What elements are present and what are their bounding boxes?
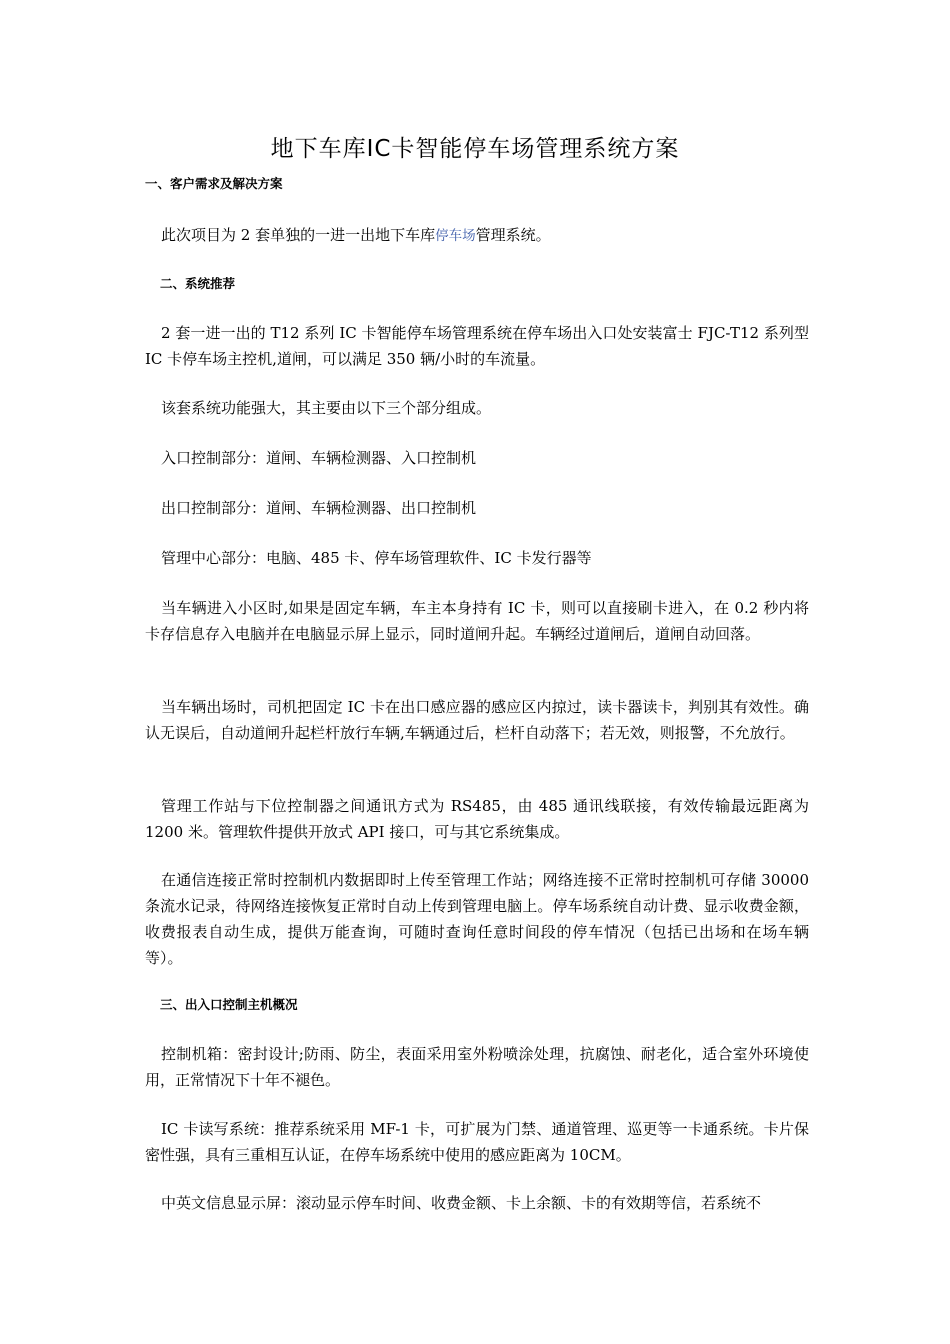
- paragraph-vehicle-entry: 当车辆进入小区时,如果是固定车辆，车主本身持有 IC 卡，则可以直接刷卡进入，在 0.2 秒内将卡存信息存入电脑并在电脑显示屏上显示，同时道闸升起。车辆经过道闸后，道闸自动回落。: [145, 599, 809, 643]
- paragraph-components-intro: 该套系统功能强大，其主要由以下三个部分组成。: [161, 399, 492, 417]
- paragraph-exit-control: 出口控制部分：道闸、车辆检测器、出口控制机: [161, 499, 477, 517]
- paragraph-system-overview: 2 套一进一出的 T12 系列 IC 卡智能停车场管理系统在停车场出入口处安装富士 FJC-T12 系列型 IC 卡停车场主控机,道闸，可以满足 350 辆/小时的车流量。: [145, 324, 809, 368]
- paragraph-vehicle-exit: 当车辆出场时，司机把固定 IC 卡在出口感应器的感应区内掠过，读卡器读卡，判别其有效性。确认无误后，自动道闸升起栏杆放行车辆,车辆通过后，栏杆自动落下；若无效，则报警，不允放行。: [145, 698, 809, 742]
- paragraph-data-upload: 在通信连接正常时控制机内数据即时上传至管理工作站；网络连接不正常时控制机可存储 30000 条流水记录，待网络连接恢复正常时自动上传到管理电脑上。停车场系统自动计费、显示收费金额，收费报表自动生成，提供万能查询，可随时查询任意时间段的停车情况（包括已出场和在场车辆等）。: [145, 871, 809, 967]
- paragraph-control-box: 控制机箱：密封设计;防雨、防尘，表面采用室外粉喷涂处理，抗腐蚀、耐老化，适合室外环境使用，正常情况下十年不褪色。: [145, 1045, 809, 1089]
- paragraph-project-scope: [145, 222, 809, 249]
- paragraph-text: 管理系统。: [475, 226, 551, 244]
- paragraph-ic-reader: IC 卡读写系统：推荐系统采用 MF-1 卡，可扩展为门禁、通道管理、巡更等一卡通系统。卡片保密性强，具有三重相互认证，在停车场系统中使用的感应距离为 10CM。: [145, 1120, 809, 1164]
- section-heading-3: 三、出入口控制主机概况: [160, 997, 298, 1012]
- parking-lot-link[interactable]: 停车场: [435, 228, 476, 244]
- paragraph-text: 此次项目为 2 套单独的一进一出地下车库: [161, 226, 436, 244]
- document-title: 地下车库IC卡智能停车场管理系统方案: [270, 136, 680, 162]
- section-heading-1: 一、客户需求及解决方案: [145, 176, 283, 191]
- section-heading-2: 二、系统推荐: [160, 276, 236, 291]
- paragraph-entrance-control: 入口控制部分：道闸、车辆检测器、入口控制机: [161, 449, 477, 467]
- paragraph-display-screen: 中英文信息显示屏：滚动显示停车时间、收费金额、卡上余额、卡的有效期等信，若系统不: [161, 1194, 762, 1212]
- paragraph-communication: 管理工作站与下位控制器之间通讯方式为 RS485，由 485 通讯线联接，有效传输最远距离为 1200 米。管理软件提供开放式 API 接口，可与其它系统集成。: [145, 797, 809, 841]
- paragraph-management-center: 管理中心部分：电脑、485 卡、停车场管理软件、IC 卡发行器等: [161, 549, 592, 567]
